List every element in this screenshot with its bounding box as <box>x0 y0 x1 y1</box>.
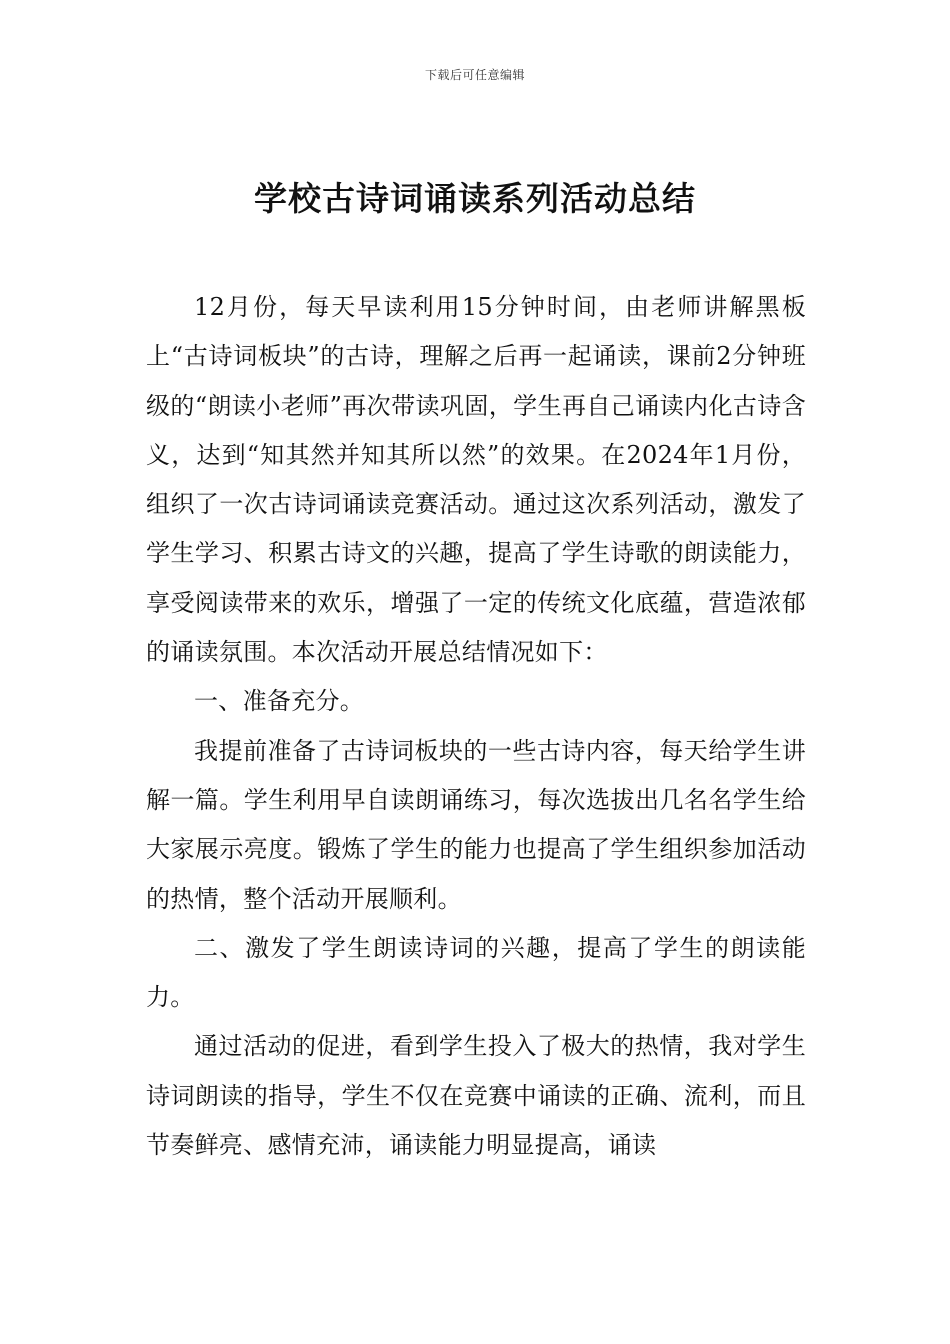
section-heading-2: 二、激发了学生朗读诗词的兴趣，提高了学生的朗读能力。 <box>146 933 806 1012</box>
header-note: 下载后可任意编辑 <box>424 68 525 82</box>
paragraph-intro: 12月份，每天早读利用15分钟时间，由老师讲解黑板上“古诗词板块”的古诗，理解之后再一起诵读，课前2分钟班级的“朗读小老师”再次带读巩固，学生再自己诵读内化古诗含义，达到“知其然并知其所以然”的效果。在2024年1月份，组织了一次古诗词诵读竞赛活动。通过这次系列活动，激发了学生学习、积累古诗文的兴趣，提高了学生诗歌的朗读能力，享受阅读带来的欢乐，增强了一定的传统文化底蕴，营造浓郁的诵读氛围。本次活动开展总结情况如下： <box>146 293 806 667</box>
section-heading-1: 一、准备充分。 <box>194 687 365 716</box>
paragraph-section-1: 我提前准备了古诗词板块的一些古诗内容，每天给学生讲解一篇。学生利用早自读朗诵练习，每次选拔出几名名学生给大家展示亮度。锻炼了学生的能力也提高了学生组织参加活动的热情，整个活动开展顺利。 <box>146 736 806 913</box>
paragraph-section-2: 通过活动的促进，看到学生投入了极大的热情，我对学生诗词朗读的指导，学生不仅在竞赛中诵读的正确、流利，而且节奏鲜亮、感情充沛，诵读能力明显提高，诵读 <box>146 1032 806 1160</box>
document-body <box>146 283 806 1170</box>
document-title: 学校古诗词诵读系列活动总结 <box>254 179 696 218</box>
